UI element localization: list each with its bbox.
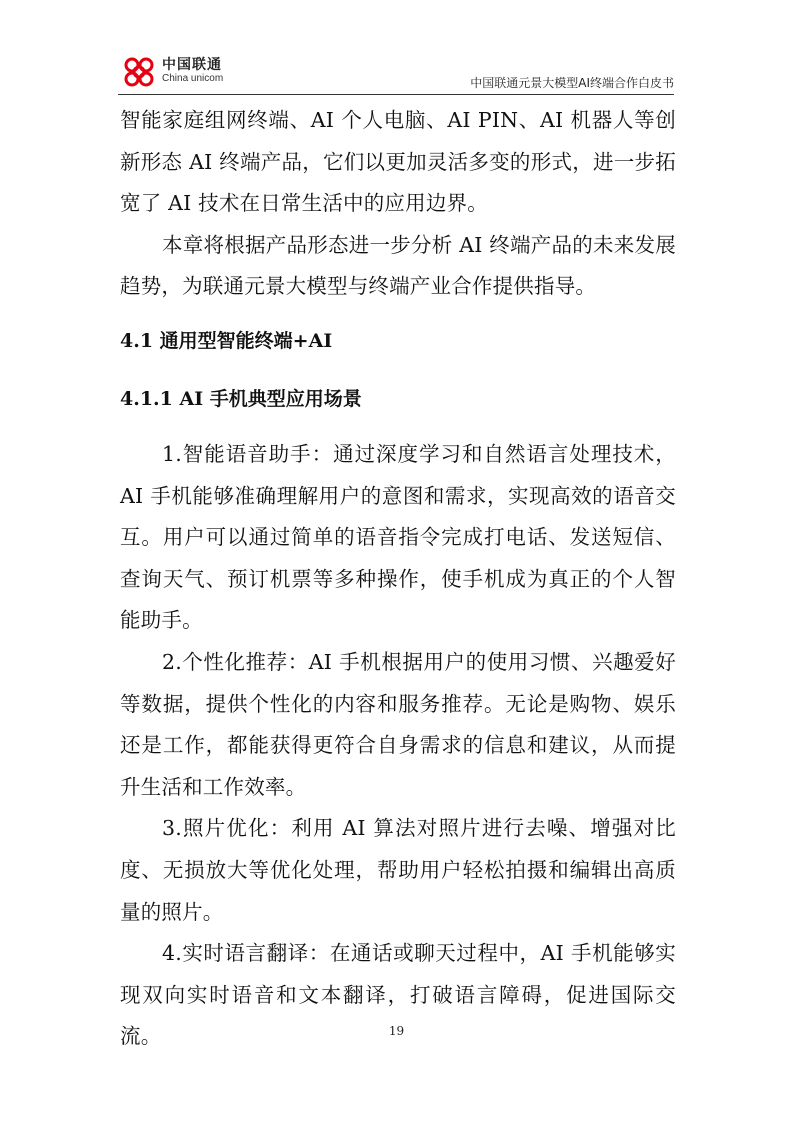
intro-continued-paragraph: 智能家庭组网终端、AI 个人电脑、AI PIN、AI 机器人等创新形态 AI 终端产品，它们以更加灵活多变的形式，进一步拓宽了 AI 技术在日常生活中的应用边界。 xyxy=(120,108,676,216)
subsection-heading: 4.1.1 AI 手机典型应用场景 xyxy=(120,387,362,410)
page-number: 19 xyxy=(388,1024,405,1038)
page-header xyxy=(118,48,674,94)
list-item: 3.照片优化：利用 AI 算法对照片进行去噪、增强对比度、无损放大等优化处理，帮助用户轻松拍摄和编辑出高质量的照片。 xyxy=(120,816,676,924)
chapter-intro-paragraph: 本章将根据产品形态进一步分析 AI 终端产品的未来发展趋势，为联通元景大模型与终端产业合作提供指导。 xyxy=(120,232,676,299)
document-title: 中国联通元景大模型AI终端合作白皮书 xyxy=(470,76,674,90)
china-unicom-logo xyxy=(118,52,268,92)
logo-english-text: China unicom xyxy=(162,73,224,84)
list-item: 4.实时语言翻译：在通话或聊天过程中，AI 手机能够实现双向实时语音和文本翻译，打破语言障碍，促进国际交流。 xyxy=(120,941,676,1049)
list-item: 1.智能语音助手：通过深度学习和自然语言处理技术，AI 手机能够准确理解用户的意图和需求，实现高效的语音交互。用户可以通过简单的语音指令完成打电话、发送短信、查询天气、预订机票等多种操作，使手机成为真正的个人智能助手。 xyxy=(120,441,676,633)
page-content xyxy=(120,100,676,1058)
scenario-list xyxy=(120,434,676,1058)
list-item: 2.个性化推荐：AI 手机根据用户的使用习惯、兴趣爱好等数据，提供个性化的内容和服务推荐。无论是购物、娱乐还是工作，都能获得更符合自身需求的信息和建议，从而提升生活和工作效率。 xyxy=(120,649,676,799)
header-divider xyxy=(118,94,674,95)
china-unicom-knot-icon xyxy=(118,52,160,92)
section-heading: 4.1 通用型智能终端+AI xyxy=(120,329,333,352)
logo-chinese-text: 中国联通 xyxy=(162,57,222,73)
